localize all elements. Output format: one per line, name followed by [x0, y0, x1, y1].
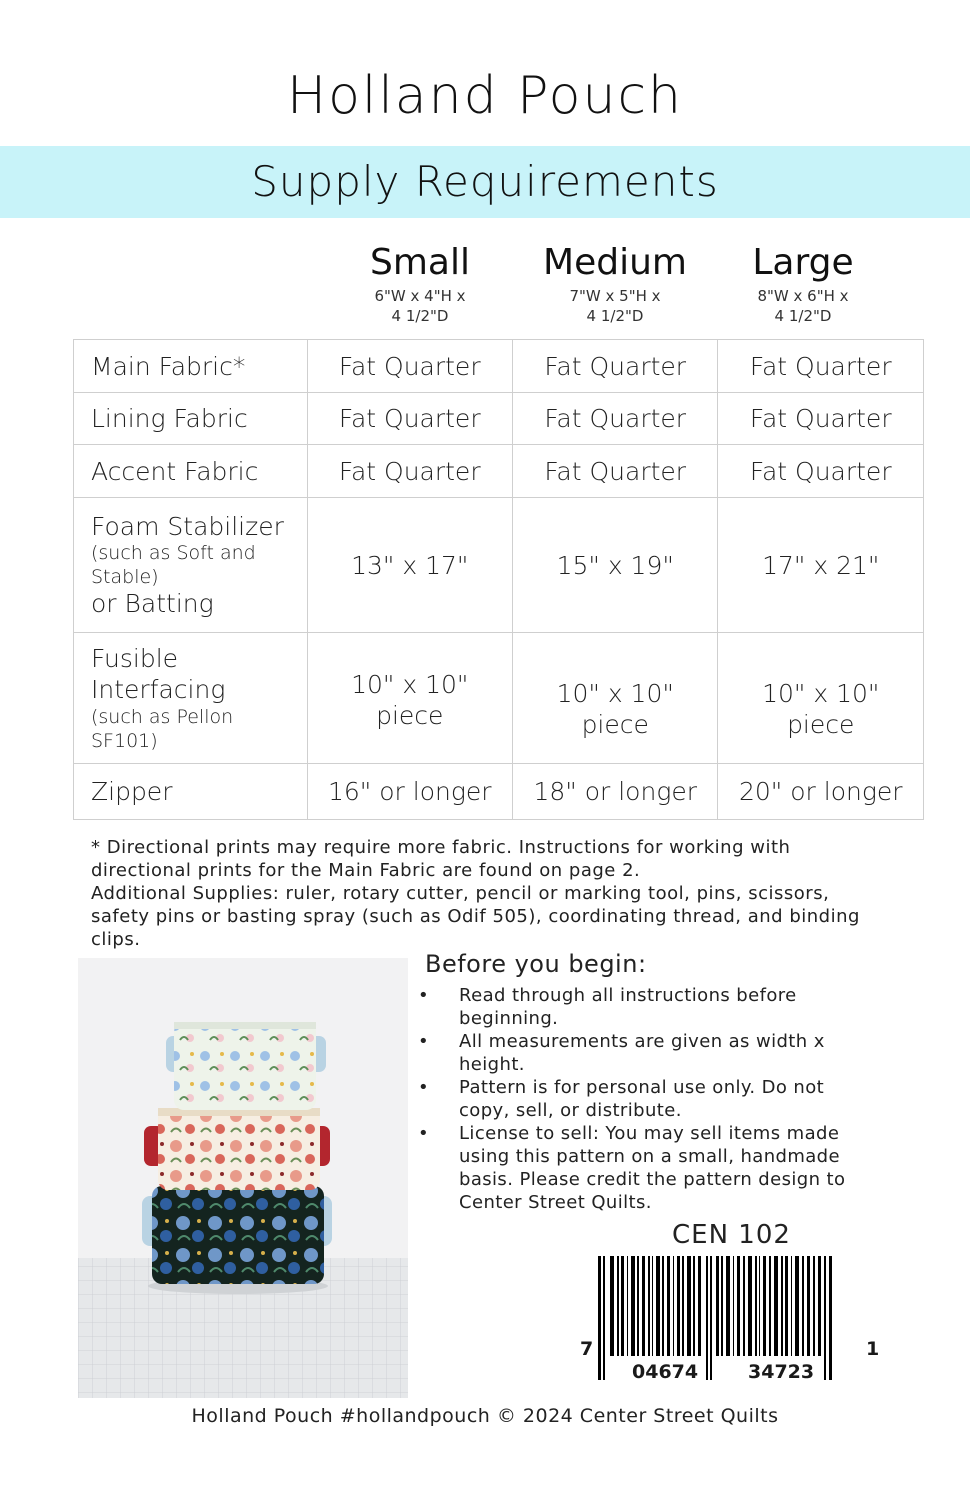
barcode-group2: 34723 [748, 1361, 815, 1383]
size-dims: 6"W x 4"H x 4 1/2"D [374, 287, 466, 325]
cell-small: 13" x 17" [307, 498, 512, 633]
page-title: Holland Pouch [287, 66, 683, 126]
cell-large: Fat Quarter [718, 340, 924, 393]
cell-medium: Fat Quarter [512, 445, 717, 498]
row-label: Foam Stabilizer [91, 512, 284, 541]
row-label: Zipper [74, 764, 308, 820]
row-label-foam [74, 498, 308, 633]
cell-medium: Fat Quarter [512, 393, 717, 445]
supply-table [73, 339, 924, 820]
list-item: • Pattern is for personal use only. Do not copy, sell, or distribute. [418, 1077, 825, 1121]
row-sublabel: (such as Pellon SF101) [91, 706, 234, 752]
barcode-bars [576, 1252, 886, 1392]
row-label: Main Fabric* [74, 340, 308, 393]
barcode-left-digit: 7 [580, 1338, 594, 1360]
product-code: CEN 102 [672, 1220, 791, 1250]
row-label: Accent Fabric [74, 445, 308, 498]
cell-large: 20" or longer [718, 764, 924, 820]
table-row [74, 393, 924, 445]
cell-medium: 10" x 10" piece [512, 633, 717, 764]
cell-medium: 15" x 19" [512, 498, 717, 633]
cell-small: Fat Quarter [307, 393, 512, 445]
table-row [74, 445, 924, 498]
size-name: Medium [543, 242, 687, 283]
barcode [576, 1252, 886, 1392]
cell-large: 10" x 10" piece [718, 633, 924, 764]
cell-large: Fat Quarter [718, 445, 924, 498]
size-small-header [317, 242, 523, 326]
barcode-group1: 04674 [632, 1361, 699, 1383]
cell-small: 16" or longer [307, 764, 512, 820]
barcode-right-digit: 1 [866, 1338, 880, 1360]
before-title: Before you begin: [425, 950, 647, 978]
cell-medium: 18" or longer [512, 764, 717, 820]
size-dims: 7"W x 5"H x 4 1/2"D [569, 287, 661, 325]
footer: Holland Pouch #hollandpouch © 2024 Center Street Quilts [191, 1405, 779, 1427]
table-row [74, 340, 924, 393]
product-photo [78, 958, 408, 1398]
cell-small: Fat Quarter [307, 445, 512, 498]
before-list [415, 984, 875, 1214]
row-sublabel: (such as Soft and Stable) [91, 542, 256, 588]
list-item: • License to sell: You may sell items made using this pattern on a small, handmade basis. Please credit the pattern design to Center Street Quilts. [418, 1123, 846, 1213]
row-label: Lining Fabric [74, 393, 308, 445]
cell-large: Fat Quarter [718, 393, 924, 445]
size-medium-header [512, 242, 718, 326]
notes [91, 836, 861, 951]
cell-small: 10" x 10" piece [307, 633, 512, 764]
table-row [74, 498, 924, 633]
cell-small: Fat Quarter [307, 340, 512, 393]
cell-large: 17" x 21" [718, 498, 924, 633]
row-label: Fusible Interfacing [91, 644, 226, 704]
size-dims: 8"W x 6"H x 4 1/2"D [757, 287, 849, 325]
size-name: Large [752, 242, 854, 283]
table-row [74, 764, 924, 820]
size-large-header [700, 242, 906, 326]
additional-supplies: Additional Supplies: ruler, rotary cutter, pencil or marking tool, pins, scissors, safety pins or basting spray (such as Odif 505), coordinating thread, and binding clips. [91, 883, 860, 950]
directional-note: * Directional prints may require more fabric. Instructions for working with directional prints for the Main Fabric are found on page 2. [91, 837, 791, 881]
list-item: • All measurements are given as width x height. [418, 1031, 825, 1075]
list-item: • Read through all instructions before beginning. [418, 985, 797, 1029]
row-label-extra: or Batting [91, 589, 214, 618]
pouch-stack-image [78, 958, 408, 1398]
row-label-interfacing [74, 633, 308, 764]
table-row [74, 633, 924, 764]
banner-title: Supply Requirements [251, 157, 719, 206]
cell-medium: Fat Quarter [512, 340, 717, 393]
size-name: Small [370, 242, 470, 283]
